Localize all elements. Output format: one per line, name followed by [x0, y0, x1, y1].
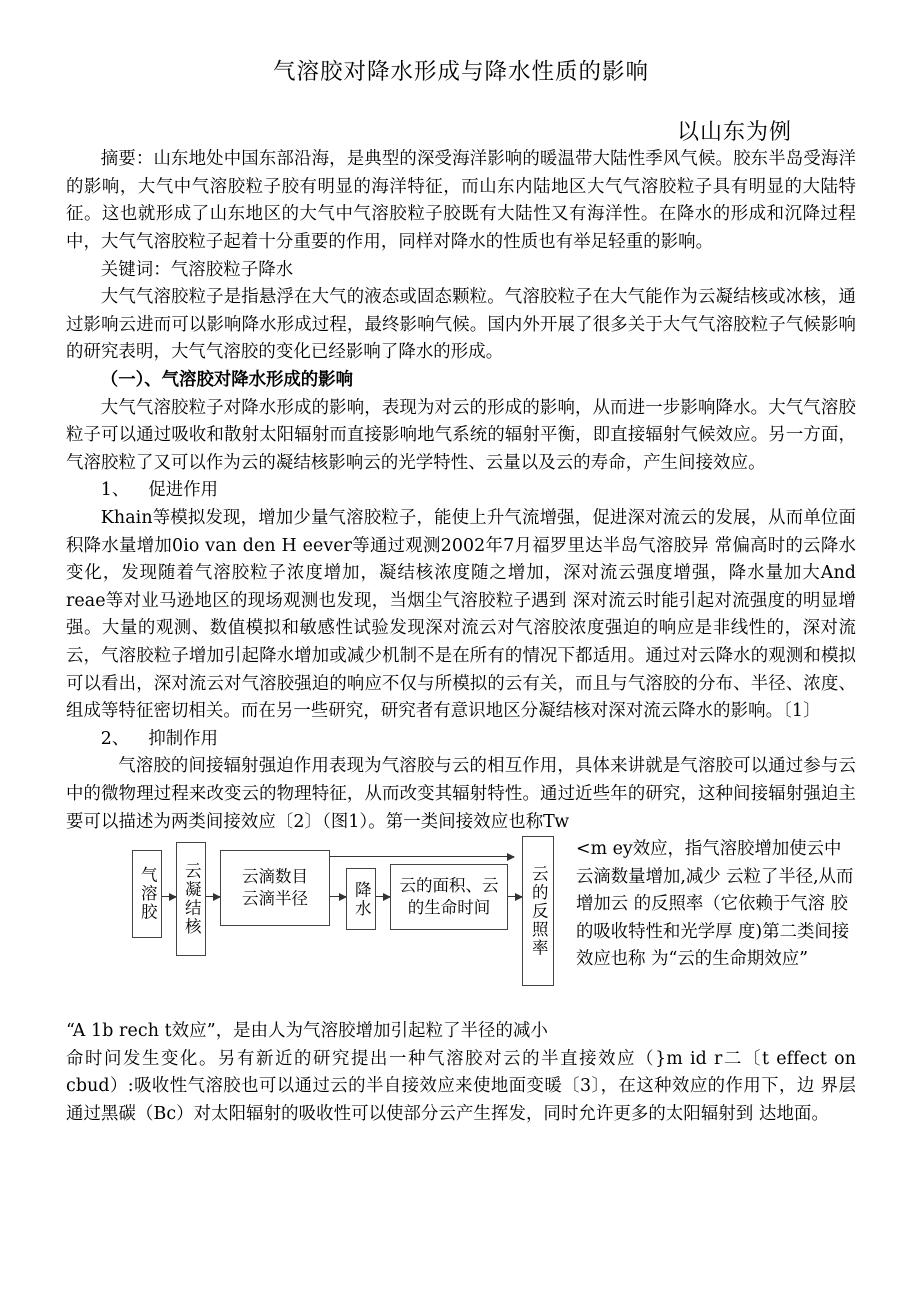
diagram-box-aerosol-label: 气溶胶: [138, 866, 158, 922]
subsection-2-title: 抑制作用: [148, 728, 218, 749]
aerosol-cloud-flow-diagram: [66, 836, 576, 1018]
subsection-1-heading: [66, 477, 856, 505]
arrow-ccn-to-droplet: [206, 896, 220, 897]
keywords-line: 关键词：气溶胶粒子降水: [100, 259, 294, 280]
subsection-1-paragraph: Khain等模拟发现，增加少量气溶胶粒子，能使上升气流增强，促进深对流云的发展，从而单位面积降水量增加0io van den H eever等通过观测2002年7月福罗里达半岛气溶胶异 常偏高时的云降水变化，发现随着气溶胶粒子浓度增加，凝结核浓度随之增加，深对流云强度增强，降水量加大And reae等对业马逊地区的现场观测也发现，当烟尘气溶胶粒子遇到 深对流云时能引起对流强度的明显增强。大量的观测、数值模拟和敏感性试验发现深对流云对气溶胶浓度强迫的响应是非线性的，深对流云，气溶胶粒子增加引起降水增加或减少机制不是在所有的情况下都适用。通过对云降水的观测和模拟可以看出，深对流云对气溶胶强迫的响应不仅与所模拟的云有关，而且与气溶胶的分布、半径、浓度、组成等特征密切相关。而在另一些研究，研究者有意识地区分凝结核对深对流云降水的影响。〔1〕: [66, 507, 856, 722]
diagram-box-cloud-area-label-2: 的生命时间: [407, 898, 491, 918]
arrow-precip-to-cloudarea: [376, 896, 390, 897]
page-title: 气溶胶对降水形成与降水性质的影响: [272, 59, 649, 85]
after-figure-paragraph: 命时问发生变化。另有新近的研究提出一种气溶胶对云的半直接效应（}m id r二〔t effect on cbud）:吸收性气溶胶也可以通过云的半自接效应来使地面变暖〔3〕，在这种效应的作用下，边 界层通过黑碳（Bc）对太阳辐射的吸收性可以使部分云产生挥发，同时允许更多的太阳辐射到 达地面。: [66, 1048, 856, 1124]
diagram-box-cloud-area-lifetime: [390, 864, 508, 930]
section-heading-1: （一）、气溶胶对降水形成的影响: [100, 370, 353, 390]
abstract-paragraph: 摘要：山东地处中国东部沿海，是典型的深受海洋影响的暖温带大陆性季风气候。胶东半岛受海洋的影响，大气中气溶胶粒子胶有明显的海洋特征，而山东内陆地区大气气溶胶粒子具有明显的大陆特征。这也就形成了山东地区的大气中气溶胶粒子胶既有大陆性又有海洋性。在降水的形成和沉降过程中，大气气溶胶粒子起着十分重要的作用，同样对降水的性质也有举足轻重的影响。: [66, 149, 856, 253]
diagram-box-precipitation-label: 降水: [352, 880, 372, 918]
arrow-droplet-to-precip: [330, 896, 346, 897]
after-figure-line: “A 1b rech t效应”，是由人为气溶胶增加引起粒了半径的减小: [66, 1021, 549, 1042]
diagram-box-cloud-albedo-label: 云的反照率: [529, 864, 549, 958]
figure-zone: [66, 836, 856, 1018]
subsection-2-paragraph: 气溶胶的间接辐射强迫作用表现为气溶胶与云的相互作用，具体来讲就是气溶胶可以通过参与云中的微物理过程来改变云的物理特征，从而改变其辐射特性。通过近些年的研究，这种间接辐射强迫主要可以描述为两类间接效应〔2〕（图1）。第一类间接效应也称Tw: [66, 756, 856, 832]
page-subtitle: 以山东为例: [676, 120, 792, 146]
diagram-box-cloud-droplet-label-1: 云滴数目: [242, 867, 308, 887]
figure-side-text: <m ey效应，指气溶胶增加使云中云滴数量增加,减少 云粒了半径,从而增加云 的反照率（它依赖于气溶 胶的吸收特性和光学厚 度)第二类间接效应也称 为“云的生命期效应”: [576, 839, 854, 970]
introduction-paragraph: 大气气溶胶粒子是指悬浮在大气的液态或固态颗粒。气溶胶粒子在大气能作为云凝结核或冰核，通过影响云进而可以影响降水形成过程，最终影响气候。国内外开展了很多关于大气气溶胶粒子气候影响的研究表明，大气气溶胶的变化已经影响了降水的形成。: [66, 287, 856, 363]
diagram-box-precipitation: [346, 868, 376, 930]
diagram-box-cloud-albedo: [522, 836, 554, 986]
arrow-droplet-to-albedo: [330, 856, 514, 857]
subsection-2-heading: [66, 726, 856, 754]
diagram-box-cloud-droplet: [220, 850, 330, 926]
diagram-box-ccn: [176, 842, 206, 956]
arrow-aerosol-to-ccn: [162, 896, 176, 897]
section-1-paragraph: 大气气溶胶粒子对降水形成的影响，表现为对云的形成的影响，从而进一步影响降水。大气气溶胶粒子可以通过吸收和散射太阳辐射而直接影响地气系统的辐射平衡，即直接辐射气候效应。另一方面，气溶胶粒了又可以作为云的凝结核影响云的光学特性、云量以及云的寿命，产生间接效应。: [66, 397, 856, 473]
subsection-2-number: 2、: [100, 728, 130, 749]
document-content: [66, 0, 856, 1128]
diagram-box-aerosol: [132, 850, 162, 938]
subsection-1-title: 促进作用: [148, 480, 218, 501]
arrow-cloudarea-to-albedo: [508, 896, 522, 897]
diagram-box-ccn-label: 云凝结核: [182, 862, 202, 937]
subsection-1-number: 1、: [100, 480, 130, 501]
diagram-box-cloud-droplet-label-2: 云滴半径: [242, 889, 308, 909]
diagram-box-cloud-area-label-1: 云的面积、云: [399, 876, 499, 896]
